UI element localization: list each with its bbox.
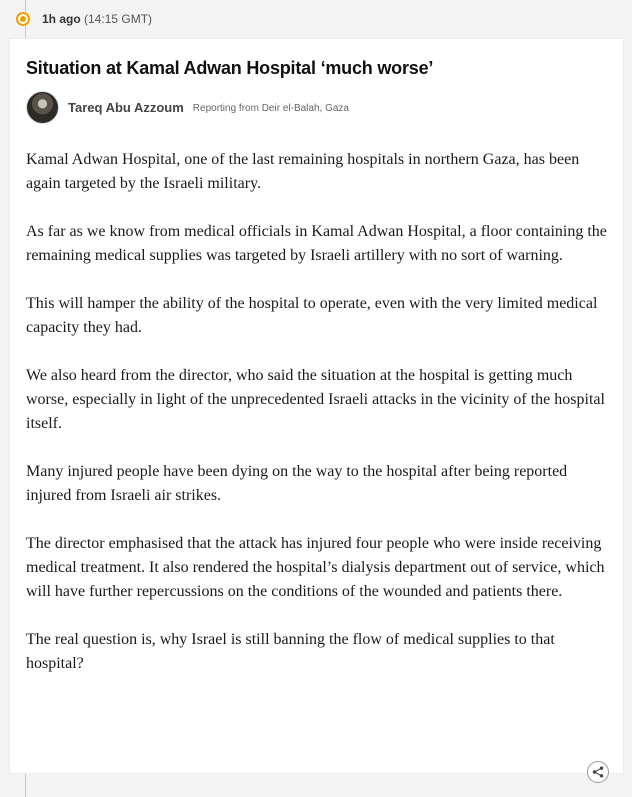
live-update-card: [9, 38, 624, 774]
share-button[interactable]: [587, 761, 609, 783]
paragraph: We also heard from the director, who said the situation at the hospital is getting much worse, especially in light of the unprecedented Israeli attacks in the vicinity of the hospital itself.: [26, 367, 605, 432]
post-body: [26, 148, 610, 700]
paragraph: As far as we know from medical officials in Kamal Adwan Hospital, a floor containing the remaining medical supplies was targeted by Israeli artillery with no sort of warning.: [26, 223, 607, 264]
live-dot-icon: [16, 12, 30, 26]
timestamp-gmt: (14:15 GMT): [84, 12, 153, 26]
post-title: Situation at Kamal Adwan Hospital ‘much worse’: [26, 58, 434, 78]
paragraph: This will hamper the ability of the hospital to operate, even with the very limited medical capacity they had.: [26, 295, 598, 336]
author-avatar: [26, 91, 59, 124]
paragraph: The real question is, why Israel is still banning the flow of medical supplies to that hospital?: [26, 631, 555, 672]
timestamp-ago: 1h ago: [42, 12, 81, 26]
timestamp-row: [16, 8, 152, 30]
paragraph: The director emphasised that the attack has injured four people who were inside receiving medical treatment. It also rendered the hospital’s dialysis department out of service, which will have further repercussions on the conditions of the wounded and patients there.: [26, 535, 605, 600]
timestamp: [42, 12, 152, 26]
author-name[interactable]: Tareq Abu Azzoum: [68, 99, 184, 115]
paragraph: Many injured people have been dying on the way to the hospital after being reported injured from Israeli air strikes.: [26, 463, 568, 504]
author-location: Reporting from Deir el-Balah, Gaza: [192, 102, 349, 114]
byline: [26, 90, 349, 124]
paragraph: Kamal Adwan Hospital, one of the last remaining hospitals in northern Gaza, has been again targeted by the Israeli military.: [26, 151, 580, 192]
share-icon: [592, 766, 604, 778]
